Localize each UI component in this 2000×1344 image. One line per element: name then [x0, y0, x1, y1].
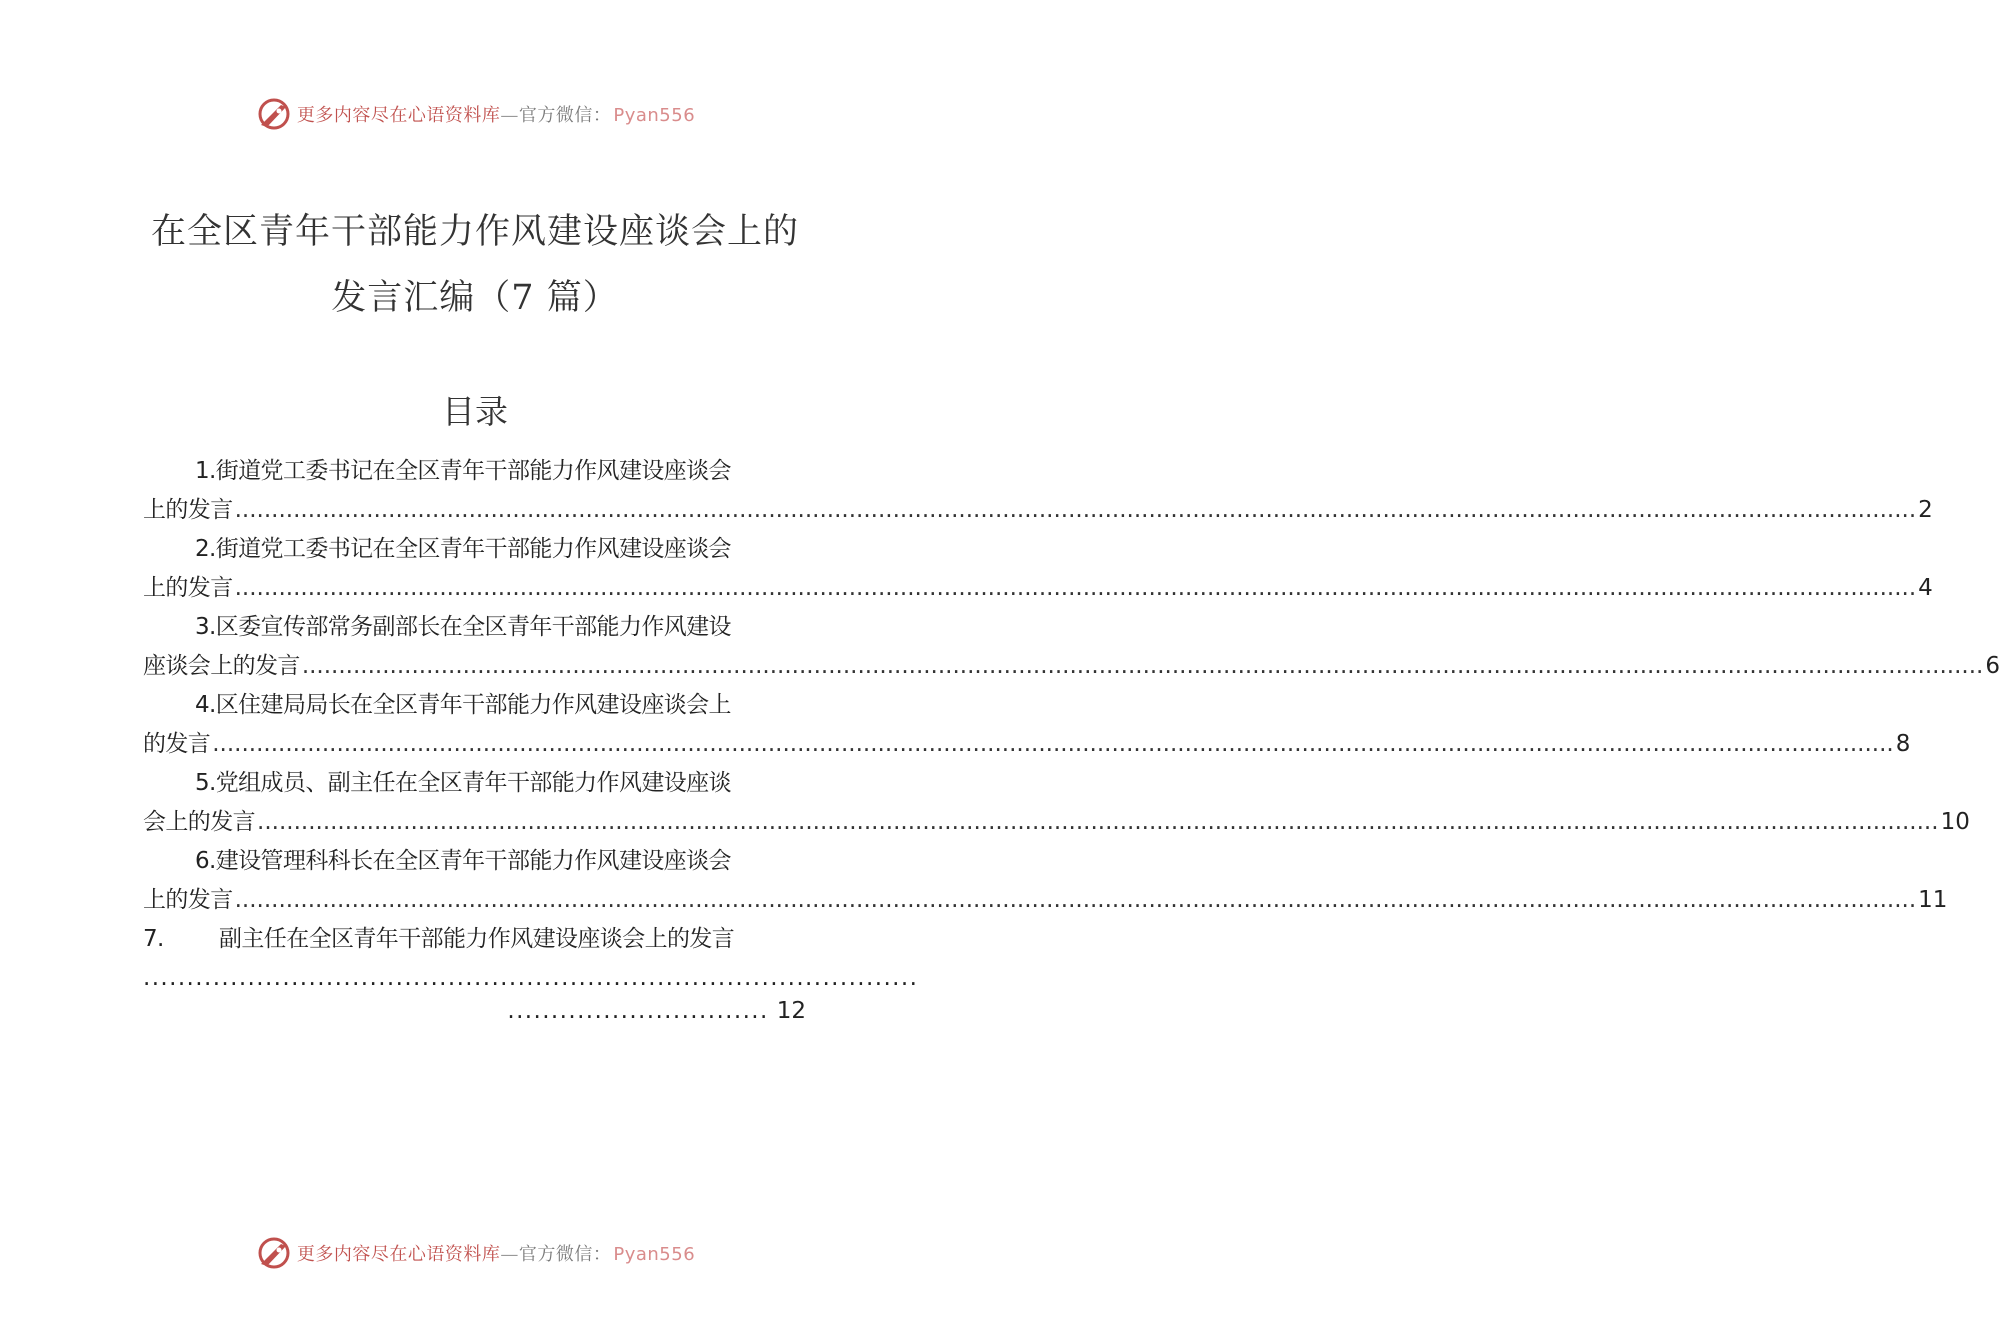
toc-heading: 目录 — [442, 392, 508, 431]
pen-nib-circle-icon — [255, 1234, 293, 1272]
toc-entry-1[interactable] — [143, 452, 1933, 530]
toc-entry-title: 副主任在全区青年干部能力作风建设座谈会上的发言 — [219, 926, 735, 952]
toc-leader-dots — [235, 491, 1917, 530]
toc-entry-title-cont: 上的发言 — [143, 887, 233, 913]
table-of-contents — [143, 452, 2000, 1031]
toc-leader-dots — [257, 803, 1939, 842]
toc-entry-title-cont: 的发言 — [143, 731, 211, 757]
document-title-line-2: 发言汇编（7 篇） — [331, 278, 619, 318]
toc-entry-5[interactable] — [143, 764, 1970, 842]
toc-leader-dots — [235, 881, 1917, 920]
toc-entry-7[interactable] — [143, 920, 919, 1031]
toc-leader-dots: ......................................................................................... — [143, 965, 919, 991]
toc-entry-title: 5.党组成员、副主任在全区青年干部能力作风建设座谈 — [195, 770, 731, 796]
toc-page-number: 10 — [1940, 809, 1970, 835]
document-title-line-1: 在全区青年干部能力作风建设座谈会上的 — [150, 212, 799, 252]
toc-page-number: 6 — [1985, 653, 2000, 679]
toc-entry-title: 4.区住建局局长在全区青年干部能力作风建设座谈会上 — [195, 692, 731, 718]
toc-entry-number: 7. — [143, 926, 164, 952]
toc-page-number: 2 — [1918, 497, 1933, 523]
toc-entry-title-cont: 上的发言 — [143, 497, 233, 523]
toc-entry-4[interactable] — [143, 686, 1911, 764]
pen-nib-circle-icon — [255, 95, 293, 133]
toc-page-number: 11 — [1918, 887, 1948, 913]
toc-entry-title-cont: 座谈会上的发言 — [143, 653, 300, 679]
toc-entry-title: 2.街道党工委书记在全区青年干部能力作风建设座谈会 — [195, 536, 731, 562]
toc-leader-dots — [212, 725, 1894, 764]
toc-entry-title: 1.街道党工委书记在全区青年干部能力作风建设座谈会 — [195, 458, 731, 484]
toc-entry-title-cont: 会上的发言 — [143, 809, 256, 835]
toc-page-number: 8 — [1895, 731, 1911, 757]
toc-leader-dots: .............................. — [507, 998, 769, 1024]
toc-entry-6[interactable] — [143, 842, 1948, 920]
toc-leader-dots — [302, 647, 1984, 686]
toc-entry-3[interactable] — [143, 608, 2000, 686]
toc-page-number: 4 — [1918, 575, 1933, 601]
watermark-text: 更多内容尽在心语资料库—官方微信： Pyan556 — [296, 105, 696, 126]
footer-watermark — [0, 1233, 950, 1273]
toc-leader-dots — [235, 569, 1917, 608]
header-watermark — [0, 94, 950, 134]
toc-entry-title: 6.建设管理科科长在全区青年干部能力作风建设座谈会 — [195, 848, 731, 874]
toc-page-number: 12 — [776, 998, 806, 1024]
watermark-text: 更多内容尽在心语资料库—官方微信： Pyan556 — [296, 1244, 696, 1265]
toc-entry-title-cont: 上的发言 — [143, 575, 233, 601]
toc-entry-title: 3.区委宣传部常务副部长在全区青年干部能力作风建设 — [195, 614, 731, 640]
toc-entry-2[interactable] — [143, 530, 1933, 608]
